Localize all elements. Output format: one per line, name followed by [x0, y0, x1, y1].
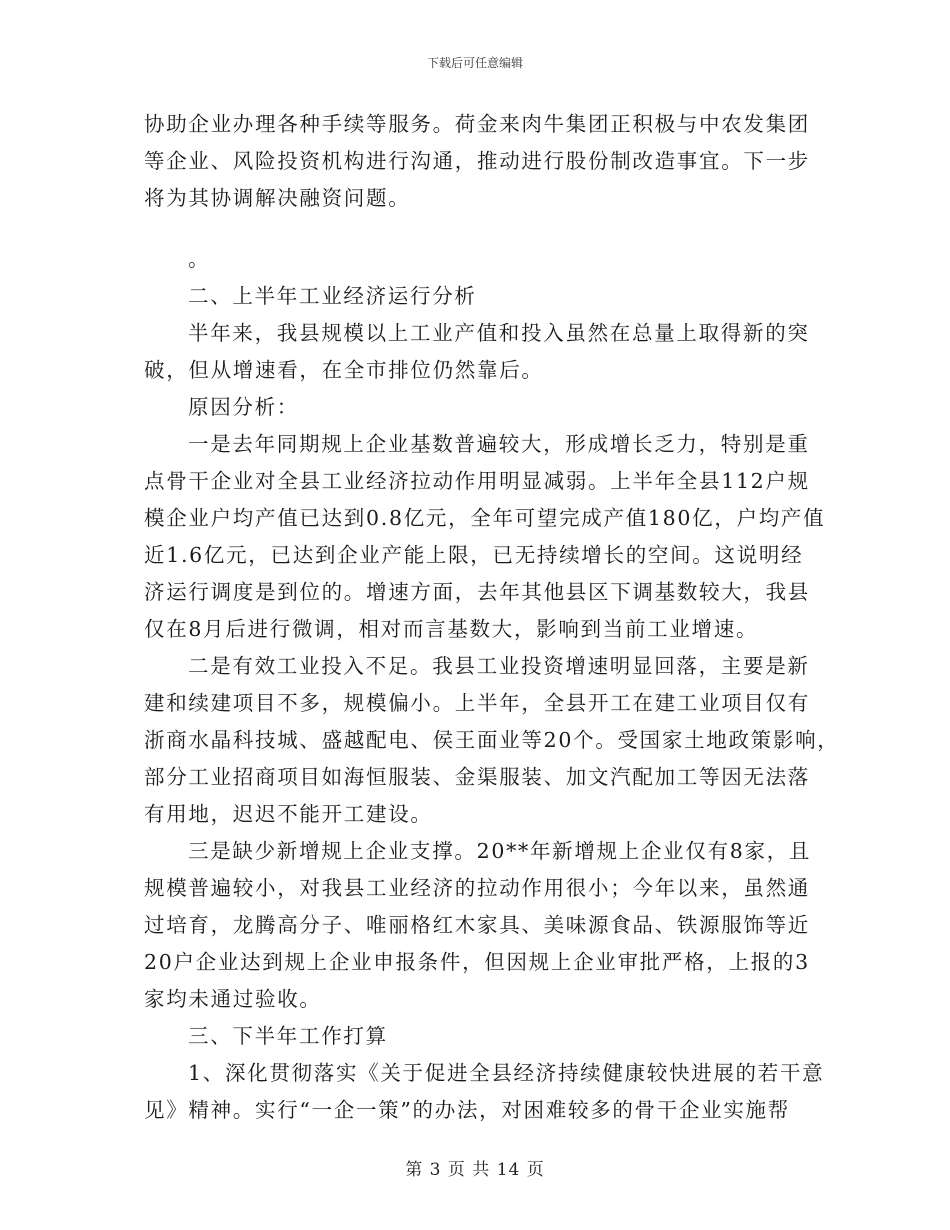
text-line: 三是缺少新增规上企业支撑。20**年新增规上企业仅有8家，且 — [188, 839, 812, 863]
text-line: 破，但从增速看，在全市排位仍然靠后。 — [144, 358, 544, 382]
text-line: 点骨干企业对全县工业经济拉动作用明显减弱。上半年全县112户规 — [144, 469, 810, 493]
text-line: 规模普遍较小，对我县工业经济的拉动作用很小；今年以来，虽然通 — [144, 876, 810, 900]
text-line: 半年来，我县规模以上工业产值和投入虽然在总量上取得新的突 — [188, 321, 810, 345]
text-line: 仅在8月后进行微调，相对而言基数大，影响到当前工业增速。 — [144, 617, 759, 641]
document-body — [144, 106, 840, 1129]
page-header: 下载后可任意编辑 — [426, 56, 523, 70]
text-line: 家均未通过验收。 — [144, 987, 322, 1011]
text-line: 1、深化贯彻落实《关于促进全县经济持续健康较快进展的若干意 — [188, 1061, 825, 1085]
text-line: 建和续建项目不多，规模偏小。上半年，全县开工在建工业项目仅有 — [144, 691, 810, 715]
text-line: 二、上半年工业经济运行分析 — [188, 284, 477, 308]
text-line: 近1.6亿元，已达到企业产能上限，已无持续增长的空间。这说明经 — [144, 543, 804, 567]
text-line: 见》精神。实行“一企一策”的办法，对困难较多的骨干企业实施帮 — [144, 1098, 790, 1122]
text-line: 模企业户均产值已达到0.8亿元，全年可望完成产值180亿，户均产值 — [144, 506, 826, 530]
text-line: 等企业、风险投资机构进行沟通，推动进行股份制改造事宜。下一步 — [144, 149, 810, 173]
text-line: 有用地，迟迟不能开工建设。 — [144, 802, 433, 826]
text-line: 20户企业达到规上企业申报条件，但因规上企业审批严格，上报的3 — [144, 950, 810, 974]
text-line: 一是去年同期规上企业基数普遍较大，形成增长乏力，特别是重 — [188, 432, 810, 456]
paragraph-spacer — [144, 217, 816, 241]
text-line: 二是有效工业投入不足。我县工业投资增速明显回落，主要是新 — [188, 654, 810, 678]
text-line: 过培育，龙腾高分子、唯丽格红木家具、美味源食品、铁源服饰等近 — [144, 913, 810, 937]
text-line: 三、下半年工作打算 — [188, 1024, 388, 1048]
text-line: 协助企业办理各种手续等服务。荷金来肉牛集团正积极与中农发集团 — [144, 112, 810, 136]
page-footer: 第 3 页 共 14 页 — [405, 1160, 545, 1180]
text-line: 济运行调度是到位的。增速方面，去年其他县区下调基数较大，我县 — [144, 580, 810, 604]
text-line: 原因分析： — [188, 395, 299, 419]
text-line: 部分工业招商项目如海恒服装、金渠服装、加文汽配加工等因无法落 — [144, 765, 810, 789]
text-line: 将为其协调解决融资问题。 — [144, 186, 411, 210]
text-line: 。 — [188, 247, 211, 271]
text-line: 浙商水晶科技城、盛越配电、侯王面业等20个。受国家土地政策影响， — [144, 728, 840, 752]
